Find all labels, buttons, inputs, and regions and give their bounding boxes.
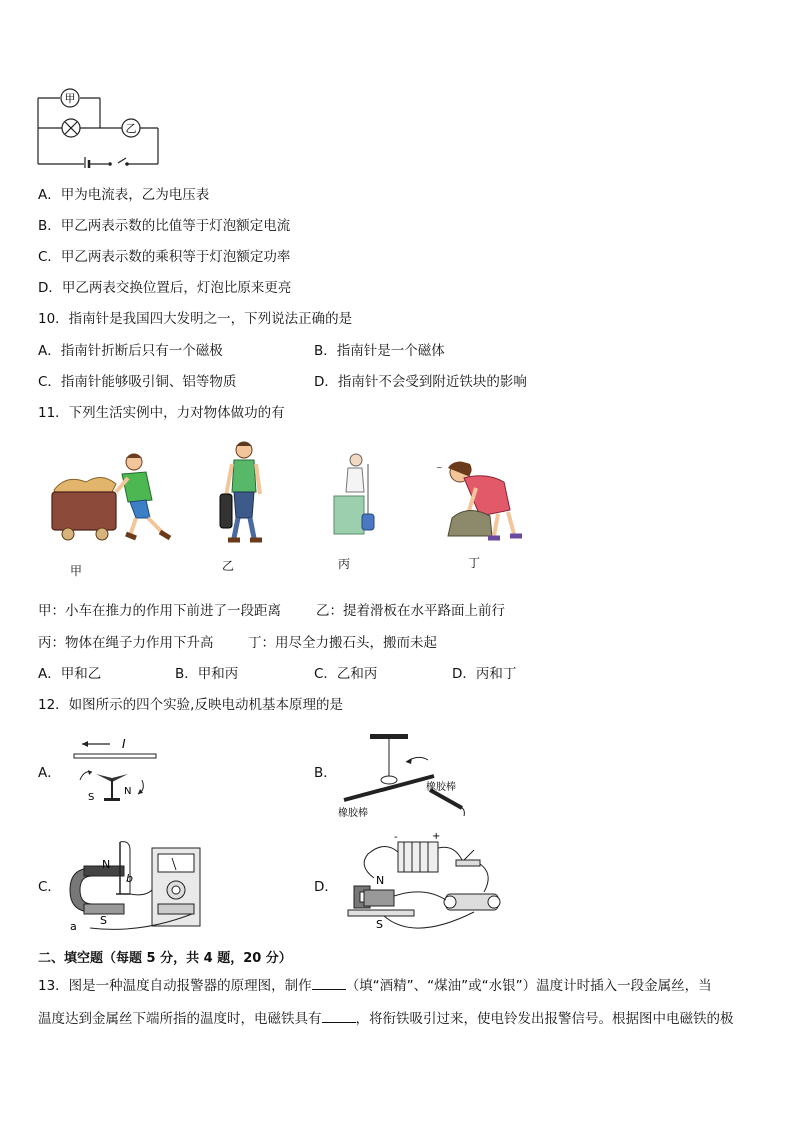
q10-option-a: A．指南针折断后只有一个磁极 [38,343,223,359]
svg-text:橡胶棒: 橡胶棒 [338,808,368,819]
q12-stem: 12．如图所示的四个实验,反映电动机基本原理的是 [38,697,343,713]
svg-text:+: + [432,831,441,842]
q11-desc-bing: 丙：物体在绳子力作用下升高 [38,635,214,651]
q9-option-c: C．甲乙两表示数的乘积等于灯泡额定功率 [38,249,291,265]
svg-text:N: N [124,786,132,797]
svg-text:S: S [100,914,107,927]
q11-option-c: C．乙和丙 [314,666,378,682]
q11-stem: 11．下列生活实例中，力对物体做功的有 [38,405,285,421]
q11-option-b: B．甲和丙 [175,666,239,682]
q9-option-d: D．甲乙两表交换位置后，灯泡比原来更亮 [38,280,292,296]
svg-text:S: S [88,792,95,803]
lamp-icon [62,119,80,137]
q11-caption-bing: 丙 [338,557,351,571]
battery-icon [85,157,89,168]
q11-fig-bing-lift-object [330,452,380,538]
svg-text:a: a [70,920,77,933]
q9-option-b: B．甲乙两表示数的比值等于灯泡额定电流 [38,218,291,234]
section-heading-fill-in: 二、填空题（每题 5 分，共 4 题，20 分） [38,951,292,966]
q13-blank-2[interactable] [322,1010,356,1023]
svg-text:N: N [102,858,111,871]
q13-line-1-text-a: 13．图是一种温度自动报警器的原理图，制作 [38,978,312,994]
svg-text:~: ~ [436,463,443,472]
q12-fig-a-current-wire-compass [66,734,162,808]
svg-text:S: S [376,918,383,931]
svg-text:橡胶棒: 橡胶棒 [426,782,456,793]
q10-option-c: C．指南针能够吸引铜、铝等物质 [38,374,237,390]
q10-stem: 10．指南针是我国四大发明之一，下列说法正确的是 [38,311,353,327]
svg-text:I: I [122,737,126,751]
q12-fig-d-motor-circuit [334,830,504,940]
q11-option-a: A．甲和乙 [38,666,102,682]
q10-option-d: D．指南针不会受到附近铁块的影响 [314,374,527,390]
svg-text:-: - [394,832,398,843]
q11-desc-ding: 丁：用尽全力搬石头，搬而未起 [248,635,437,651]
q11-caption-jia: 甲 [70,564,83,578]
q13-line-2 [38,1010,734,1028]
svg-text:b: b [126,872,133,885]
q12-label-d: D． [314,879,338,895]
q12-label-b: B． [314,765,337,781]
svg-text:N: N [376,874,385,887]
q11-caption-yi: 乙 [222,559,235,573]
q13-blank-1[interactable] [312,977,346,990]
q11-fig-jia-push-cart [46,452,182,542]
q11-caption-ding: 丁 [468,556,481,570]
q11-option-d: D．丙和丁 [452,666,517,682]
q13-line-1 [38,977,712,995]
q9-circuit-diagram [34,84,164,168]
meter-yi-label: 乙 [125,122,137,135]
q9-option-a: A．甲为电流表，乙为电压表 [38,187,210,203]
q12-label-c: C． [38,879,61,895]
q10-option-b: B．指南针是一个磁体 [314,343,445,359]
q11-fig-yi-carry-board [218,440,268,546]
q11-desc-yi: 乙：提着滑板在水平路面上前行 [316,603,505,619]
meter-jia-label: 甲 [64,92,76,105]
q12-fig-b-charged-rods [334,732,474,824]
q11-fig-ding-lift-stone [434,458,524,542]
q13-line-2-text-a: 温度达到金属丝下端所指的温度时，电磁铁具有 [38,1011,322,1027]
q13-line-1-text-b: （填“酒精”、“煤油”或“水银”）温度计时插入一段金属丝，当 [345,978,712,994]
q12-label-a: A． [38,765,61,781]
q12-fig-c-generator [60,838,208,934]
q13-line-2-text-b: ，将衔铁吸引过来，使电铃发出报警信号。根据图中电磁铁的极 [355,1011,734,1027]
q11-desc-jia: 甲：小车在推力的作用下前进了一段距离 [38,603,281,619]
